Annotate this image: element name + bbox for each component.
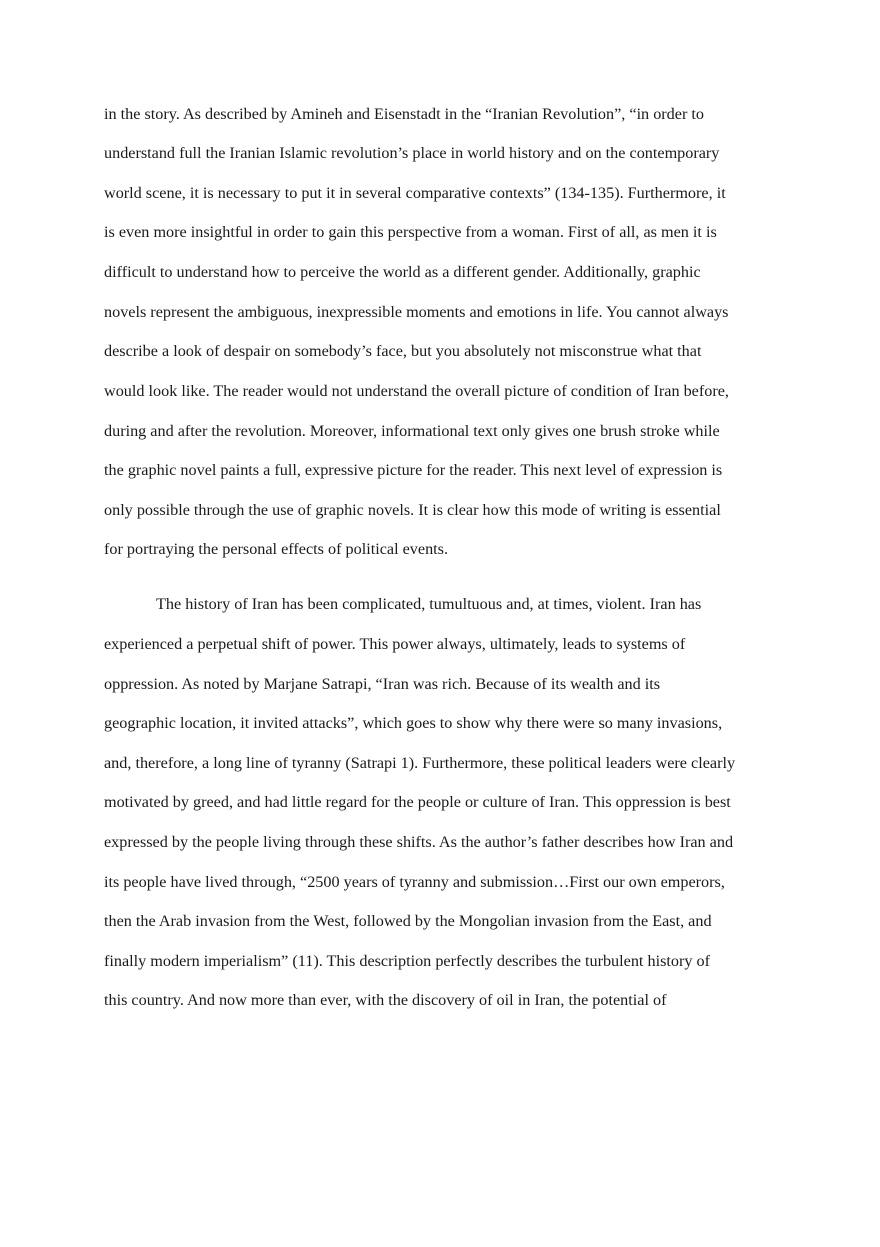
text-line: motivated by greed, and had little regard for the people or culture of Iran. This oppression is best bbox=[104, 793, 731, 811]
text-line: novels represent the ambiguous, inexpressible moments and emotions in life. You cannot always bbox=[104, 303, 729, 321]
text-line: understand full the Iranian Islamic revolution’s place in world history and on the contemporary bbox=[104, 144, 720, 162]
text-line: only possible through the use of graphic novels. It is clear how this mode of writing is essential bbox=[104, 501, 721, 519]
text-line: experienced a perpetual shift of power. This power always, ultimately, leads to systems of bbox=[104, 635, 686, 653]
text-line: world scene, it is necessary to put it in several comparative contexts” (134-135). Furthermore, it bbox=[104, 184, 726, 202]
text-line: geographic location, it invited attacks”, which goes to show why there were so many invasions, bbox=[104, 714, 723, 732]
text-line: during and after the revolution. Moreover, informational text only gives one brush stroke while bbox=[104, 422, 720, 440]
text-line: for portraying the personal effects of political events. bbox=[104, 540, 449, 558]
text-line: the graphic novel paints a full, expressive picture for the reader. This next level of expression is bbox=[104, 461, 723, 479]
text-line: then the Arab invasion from the West, followed by the Mongolian invasion from the East, and bbox=[104, 912, 712, 930]
text-line: its people have lived through, “2500 years of tyranny and submission…First our own emperors, bbox=[104, 873, 725, 891]
text-line: is even more insightful in order to gain this perspective from a woman. First of all, as men it is bbox=[104, 223, 717, 241]
text-line: The history of Iran has been complicated, tumultuous and, at times, violent. Iran has bbox=[156, 595, 702, 613]
text-line: describe a look of despair on somebody’s face, but you absolutely not misconstrue what that bbox=[104, 342, 702, 360]
text-line: this country. And now more than ever, with the discovery of oil in Iran, the potential of bbox=[104, 991, 667, 1009]
text-line: difficult to understand how to perceive the world as a different gender. Additionally, graphic bbox=[104, 263, 701, 281]
text-line: finally modern imperialism” (11). This description perfectly describes the turbulent history of bbox=[104, 952, 710, 970]
text-line: expressed by the people living through these shifts. As the author’s father describes how Iran and bbox=[104, 833, 734, 851]
text-line: in the story. As described by Amineh and Eisenstadt in the “Iranian Revolution”, “in order to bbox=[104, 105, 704, 123]
text-line: and, therefore, a long line of tyranny (Satrapi 1). Furthermore, these political leaders were clearly bbox=[104, 754, 736, 772]
text-line: would look like. The reader would not understand the overall picture of condition of Iran before, bbox=[104, 382, 729, 400]
text-line: oppression. As noted by Marjane Satrapi, “Iran was rich. Because of its wealth and its bbox=[104, 675, 661, 693]
